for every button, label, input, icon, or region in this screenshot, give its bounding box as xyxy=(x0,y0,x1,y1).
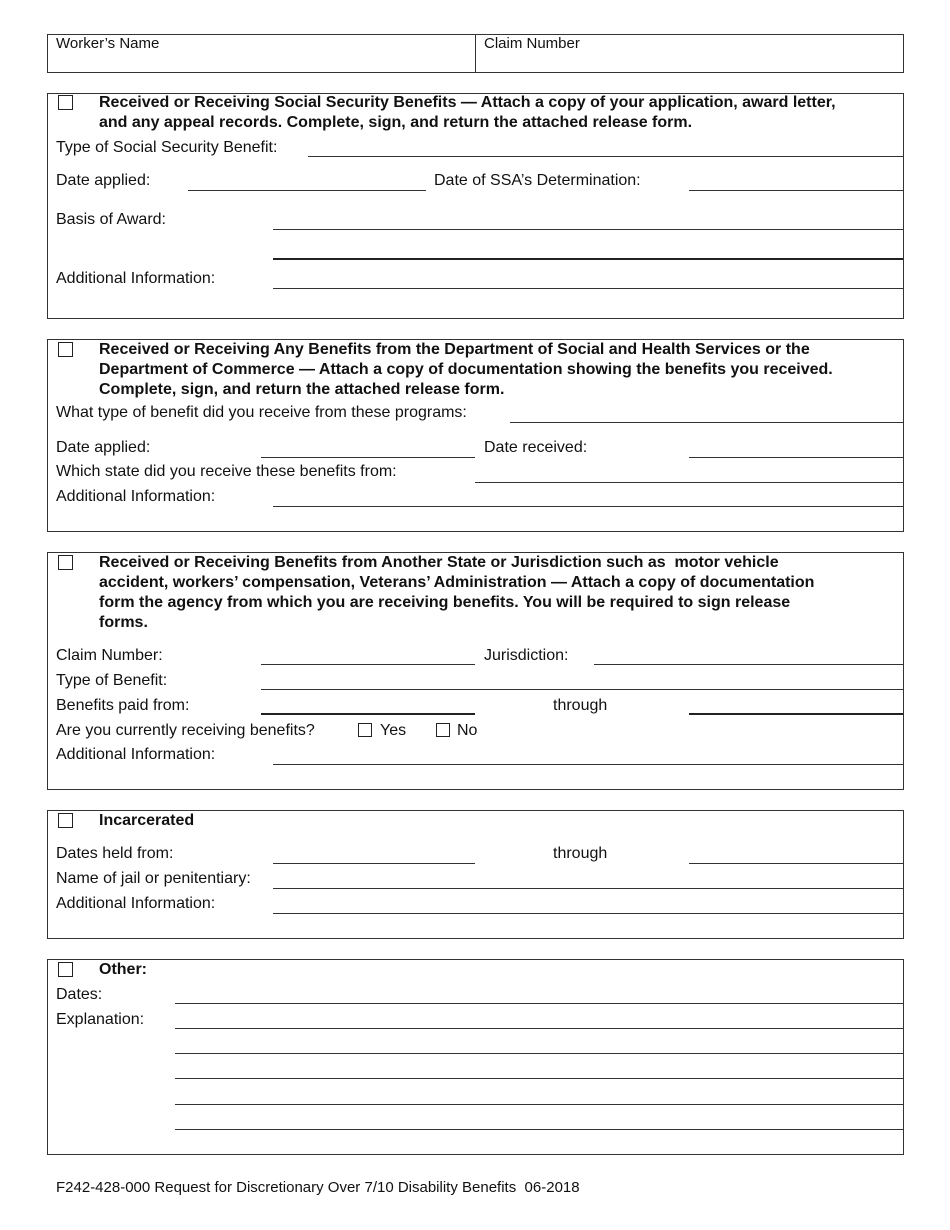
ssa-title-line1: Received or Receiving Social Security Benefits — Attach a copy of your application, award letter, xyxy=(99,94,836,111)
incarcerated-through-label: through xyxy=(553,845,608,862)
other-state-claim-number-input[interactable] xyxy=(261,664,475,665)
other-explanation-line-3[interactable] xyxy=(175,1078,903,1079)
incarcerated-title: Incarcerated xyxy=(99,812,195,829)
other-state-title-line3: form the agency from which you are receiving benefits. You will be required to sign release xyxy=(99,594,791,611)
dshs-date-applied-input[interactable] xyxy=(261,457,475,458)
ssa-type-input[interactable] xyxy=(308,156,903,157)
other-explanation-line-4[interactable] xyxy=(175,1104,903,1105)
dshs-type-input[interactable] xyxy=(510,422,903,423)
ssa-basis-input-2[interactable] xyxy=(273,258,903,260)
other-state-title-line4: forms. xyxy=(99,614,148,631)
other-state-type-input[interactable] xyxy=(261,689,903,690)
dshs-date-received-input[interactable] xyxy=(689,457,903,458)
other-section xyxy=(47,959,904,1155)
other-explanation-line-1[interactable] xyxy=(175,1028,903,1029)
incarcerated-checkbox[interactable] xyxy=(58,813,73,828)
incarcerated-jail-label: Name of jail or penitentiary: xyxy=(56,870,251,887)
dshs-additional-label: Additional Information: xyxy=(56,488,216,505)
ssa-type-label: Type of Social Security Benefit: xyxy=(56,139,278,156)
incarcerated-additional-input[interactable] xyxy=(273,913,903,914)
other-explanation-line-5[interactable] xyxy=(175,1129,903,1130)
dshs-state-input[interactable] xyxy=(475,482,903,483)
other-state-title-line1: Received or Receiving Benefits from Another State or Jurisdiction such as motor vehicle xyxy=(99,554,779,571)
other-state-currently-label: Are you currently receiving benefits? xyxy=(56,722,315,739)
other-state-no-checkbox[interactable] xyxy=(436,723,450,737)
other-state-through-input[interactable] xyxy=(689,713,903,715)
dshs-checkbox[interactable] xyxy=(58,342,73,357)
ssa-checkbox[interactable] xyxy=(58,95,73,110)
ssa-additional-label: Additional Information: xyxy=(56,270,216,287)
other-state-type-label: Type of Benefit: xyxy=(56,672,168,689)
dshs-title-line1: Received or Receiving Any Benefits from the Department of Social and Health Services or the xyxy=(99,341,810,358)
other-state-paid-from-label: Benefits paid from: xyxy=(56,697,190,714)
other-state-claim-number-label: Claim Number: xyxy=(56,647,163,664)
other-dates-input[interactable] xyxy=(175,1003,903,1004)
other-state-title-line2: accident, workers’ compensation, Veterans’ Administration — Attach a copy of documentation xyxy=(99,574,815,591)
other-state-paid-from-input[interactable] xyxy=(261,713,475,715)
incarcerated-through-input[interactable] xyxy=(689,863,903,864)
ssa-title-line2: and any appeal records. Complete, sign, and return the attached release form. xyxy=(99,114,693,131)
incarcerated-dates-from-input[interactable] xyxy=(273,863,475,864)
claim-number-label: Claim Number xyxy=(484,35,580,52)
dshs-additional-input[interactable] xyxy=(273,506,903,507)
ssa-basis-input-1[interactable] xyxy=(273,229,903,230)
other-explanation-label: Explanation: xyxy=(56,1011,145,1028)
incarcerated-jail-input[interactable] xyxy=(273,888,903,889)
dshs-date-received-label: Date received: xyxy=(484,439,588,456)
other-state-jurisdiction-input[interactable] xyxy=(594,664,903,665)
dshs-title-line3: Complete, sign, and return the attached release form. xyxy=(99,381,505,398)
ssa-date-applied-input[interactable] xyxy=(188,190,426,191)
other-state-through-label: through xyxy=(553,697,608,714)
other-state-additional-input[interactable] xyxy=(273,764,903,765)
ssa-date-applied-label: Date applied: xyxy=(56,172,151,189)
footer-form-id: F242-428-000 Request for Discretionary Over 7/10 Disability Benefits 06-2018 xyxy=(56,1179,580,1196)
other-state-checkbox[interactable] xyxy=(58,555,73,570)
ssa-determination-label: Date of SSA’s Determination: xyxy=(434,172,641,189)
other-state-additional-label: Additional Information: xyxy=(56,746,216,763)
ssa-basis-label: Basis of Award: xyxy=(56,211,166,228)
incarcerated-additional-label: Additional Information: xyxy=(56,895,216,912)
claim-number-field[interactable] xyxy=(476,54,903,72)
other-dates-label: Dates: xyxy=(56,986,103,1003)
other-state-jurisdiction-label: Jurisdiction: xyxy=(484,647,569,664)
other-checkbox[interactable] xyxy=(58,962,73,977)
ssa-determination-input[interactable] xyxy=(689,190,903,191)
dshs-date-applied-label: Date applied: xyxy=(56,439,151,456)
worker-name-label: Worker’s Name xyxy=(56,35,160,52)
ssa-additional-input[interactable] xyxy=(273,288,903,289)
other-explanation-line-2[interactable] xyxy=(175,1053,903,1054)
dshs-title-line2: Department of Commerce — Attach a copy of documentation showing the benefits you received. xyxy=(99,361,833,378)
other-state-no-label: No xyxy=(457,722,478,739)
other-state-yes-checkbox[interactable] xyxy=(358,723,372,737)
other-title: Other: xyxy=(99,961,147,978)
other-state-yes-label: Yes xyxy=(380,722,407,739)
dshs-state-label: Which state did you receive these benefits from: xyxy=(56,463,397,480)
incarcerated-dates-from-label: Dates held from: xyxy=(56,845,174,862)
dshs-type-label: What type of benefit did you receive from these programs: xyxy=(56,404,467,421)
worker-name-field[interactable] xyxy=(48,54,474,72)
